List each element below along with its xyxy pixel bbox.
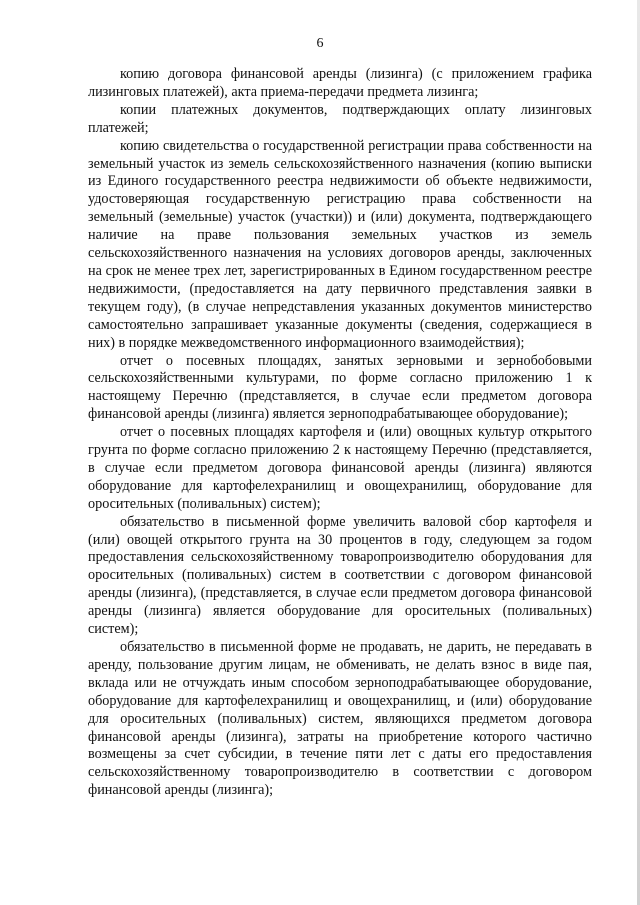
paragraph-payment-documents: копии платежных документов, подтверждающих оплату лизинговых платежей; — [88, 101, 592, 136]
paragraph-harvest-increase-obligation: обязательство в письменной форме увеличить валовой сбор картофеля и (или) овощей открытого грунта на 30 процентов в году, следующем за годом предоставления сельскохозяйственному товаропроизводителю оборудования для оросительных (поливальных) систем в соответствии с договором финансовой аренды (лизинга), (представляется, в случае если предметом договора финансовой аренды (лизинга) является оборудование для оросительных (поливальных) систем); — [88, 513, 592, 638]
paragraph-no-alienation-obligation: обязательство в письменной форме не продавать, не дарить, не передавать в аренду, пользование другим лицам, не обменивать, не делать взнос в виде пая, вклада или не отчуждать иным способом зерноподрабатывающее оборудование, оборудование для картофелехранилищ и овощехранилищ, и (или) оборудование для оросительных (поливальных) систем, являющихся предметом договора финансовой аренды (лизинга), затраты на приобретение которого частично возмещены за счет субсидии, в течение пяти лет с даты его предоставления сельскохозяйственному товаропроизводителю в соответствии с договором финансовой аренды (лизинга); — [88, 639, 592, 799]
paragraph-potato-vegetable-report: отчет о посевных площадях картофеля и (или) овощных культур открытого грунта по форме согласно приложению 2 к настоящему Перечню (представляется, в случае если предметом договора финансовой аренды (лизинга) являются оборудование для картофелехранилищ и овощехранилищ, оборудование для оросительных (поливальных) систем); — [88, 424, 592, 512]
paragraph-grain-sowing-report: отчет о посевных площадях, занятых зерновыми и зернобобовыми сельскохозяйственными культурами, по форме согласно приложению 1 к настоящему Перечню (представляется, в случае если предметом договора финансовой аренды (лизинга) является зерноподрабатывающее оборудование); — [88, 352, 592, 423]
document-body — [88, 66, 592, 800]
paragraph-lease-agreement-copy: копию договора финансовой аренды (лизинга) (с приложением графика лизинговых платежей), акта приема-передачи предмета лизинга; — [88, 66, 592, 100]
paragraph-land-ownership-certificate: копию свидетельства о государственной регистрации права собственности на земельный участок из земель сельскохозяйственного назначения (копию выписки из Единого государственного реестра недвижимости об объекте недвижимости, удостоверяющая государственную регистрацию права собственности на земельный (земельные) участок (участки)) и (или) документа, подтверждающего наличие на праве пользования земельных участков из земель сельскохозяйственного назначения на условиях договоров аренды, заключенных на срок не менее трех лет, зарегистрированных в Едином государственном реестре недвижимости, (предоставляется на дату первичного представления заявки в текущем году), (в случае непредставления указанных документов министерство самостоятельно запрашивает указанные документы (сведения, содержащиеся в них) в порядке межведомственного информационного взаимодействия); — [88, 137, 592, 351]
page-number: 6 — [316, 36, 324, 51]
